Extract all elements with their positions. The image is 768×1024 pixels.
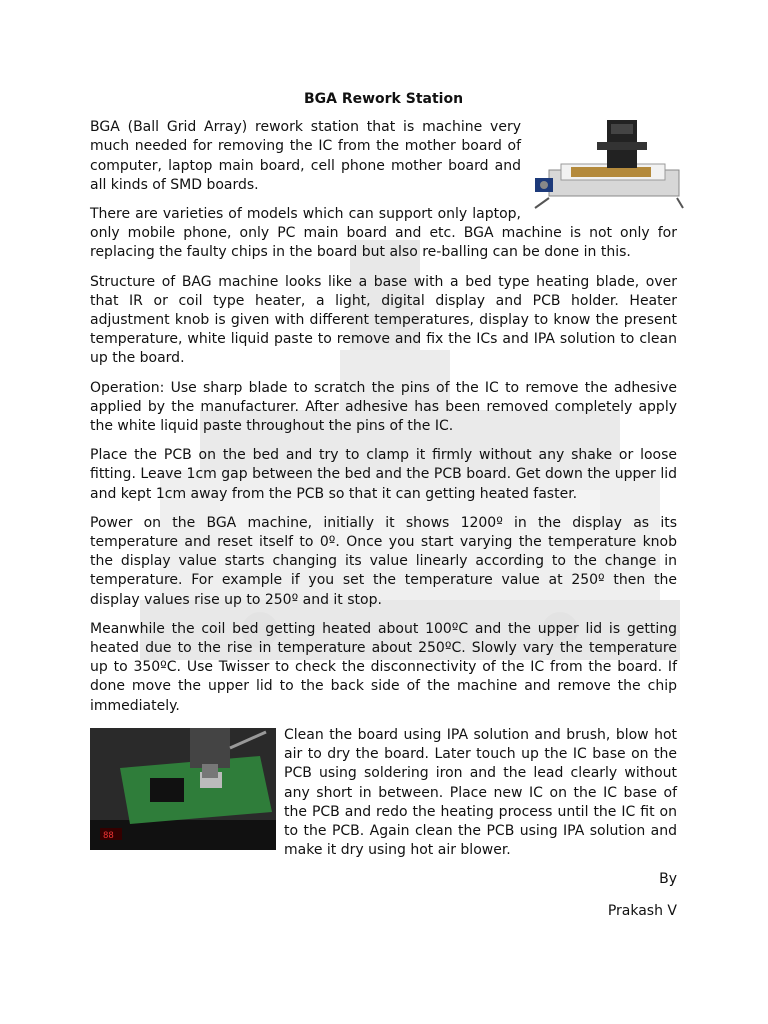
paragraph: Operation: Use sharp blade to scratch the pins of the IC to remove the adhesive applied by the manufacturer. After adhesive has been removed completely apply the white liquid paste throughout the pins of the IC. bbox=[90, 379, 677, 435]
document-body bbox=[90, 90, 677, 933]
paragraph: There are varieties of models which can support only laptop, only mobile phone, only PC main board and etc. BGA machine is not only for replacing the faulty chips in the board but also re-balling can be done in this. bbox=[90, 206, 677, 261]
paragraph: BGA (Ball Grid Array) rework station that is machine very much needed for removing the IC from the mother board of computer, laptop main board, cell phone mother board and all kinds of SMD boards. bbox=[90, 119, 521, 193]
document-title: BGA Rework Station bbox=[303, 91, 464, 107]
byline: By bbox=[659, 871, 677, 888]
bga-machine-photo bbox=[527, 112, 685, 210]
paragraph: Structure of BAG machine looks like a base with a bed type heating blade, over that IR or coil type heater, a light, digital display and PCB holder. Heater adjustment knob is given with different temperatures, display to know the present temperature, white liquid paste to remove and fix the ICs and IPA solution to clean up the board. bbox=[90, 273, 677, 367]
paragraph: Clean the board using IPA solution and brush, blow hot air to dry the board. Later touch up the IC base on the PCB using soldering iron and the lead clearly without any short in between. Place new IC on the IC base of the PCB and redo the heating process until the IC fit on to the PCB. Again clean the PCB using IPA solution and make it dry using hot air blower. bbox=[284, 726, 677, 859]
paragraph: Power on the BGA machine, initially it shows 1200º in the display as its temperature and reset itself to 0º. Once you start varying the temperature knob the display value starts changing its value linearly according to the change in temperature. For example if you set the temperature value at 250º then the display values rise up to 250º and it stop. bbox=[90, 514, 677, 608]
pcb-rework-photo bbox=[90, 728, 276, 850]
author-name: Prakash V bbox=[607, 902, 677, 919]
paragraph: Meanwhile the coil bed getting heated about 100ºC and the upper lid is getting heated due to the rise in temperature about 250ºC. Slowly vary the temperature up to 350ºC. Use Twisser to check the disconnectivity of the IC from the board. If done move the upper lid to the back side of the machine and remove the chip immediately. bbox=[90, 620, 677, 714]
svg-text:88: 88 bbox=[103, 830, 114, 841]
paragraph: Place the PCB on the bed and try to clamp it firmly without any shake or loose fitting. Leave 1cm gap between the bed and the PCB board. Get down the upper lid and kept 1cm away from the PCB so that it can getting heated faster. bbox=[90, 447, 677, 502]
